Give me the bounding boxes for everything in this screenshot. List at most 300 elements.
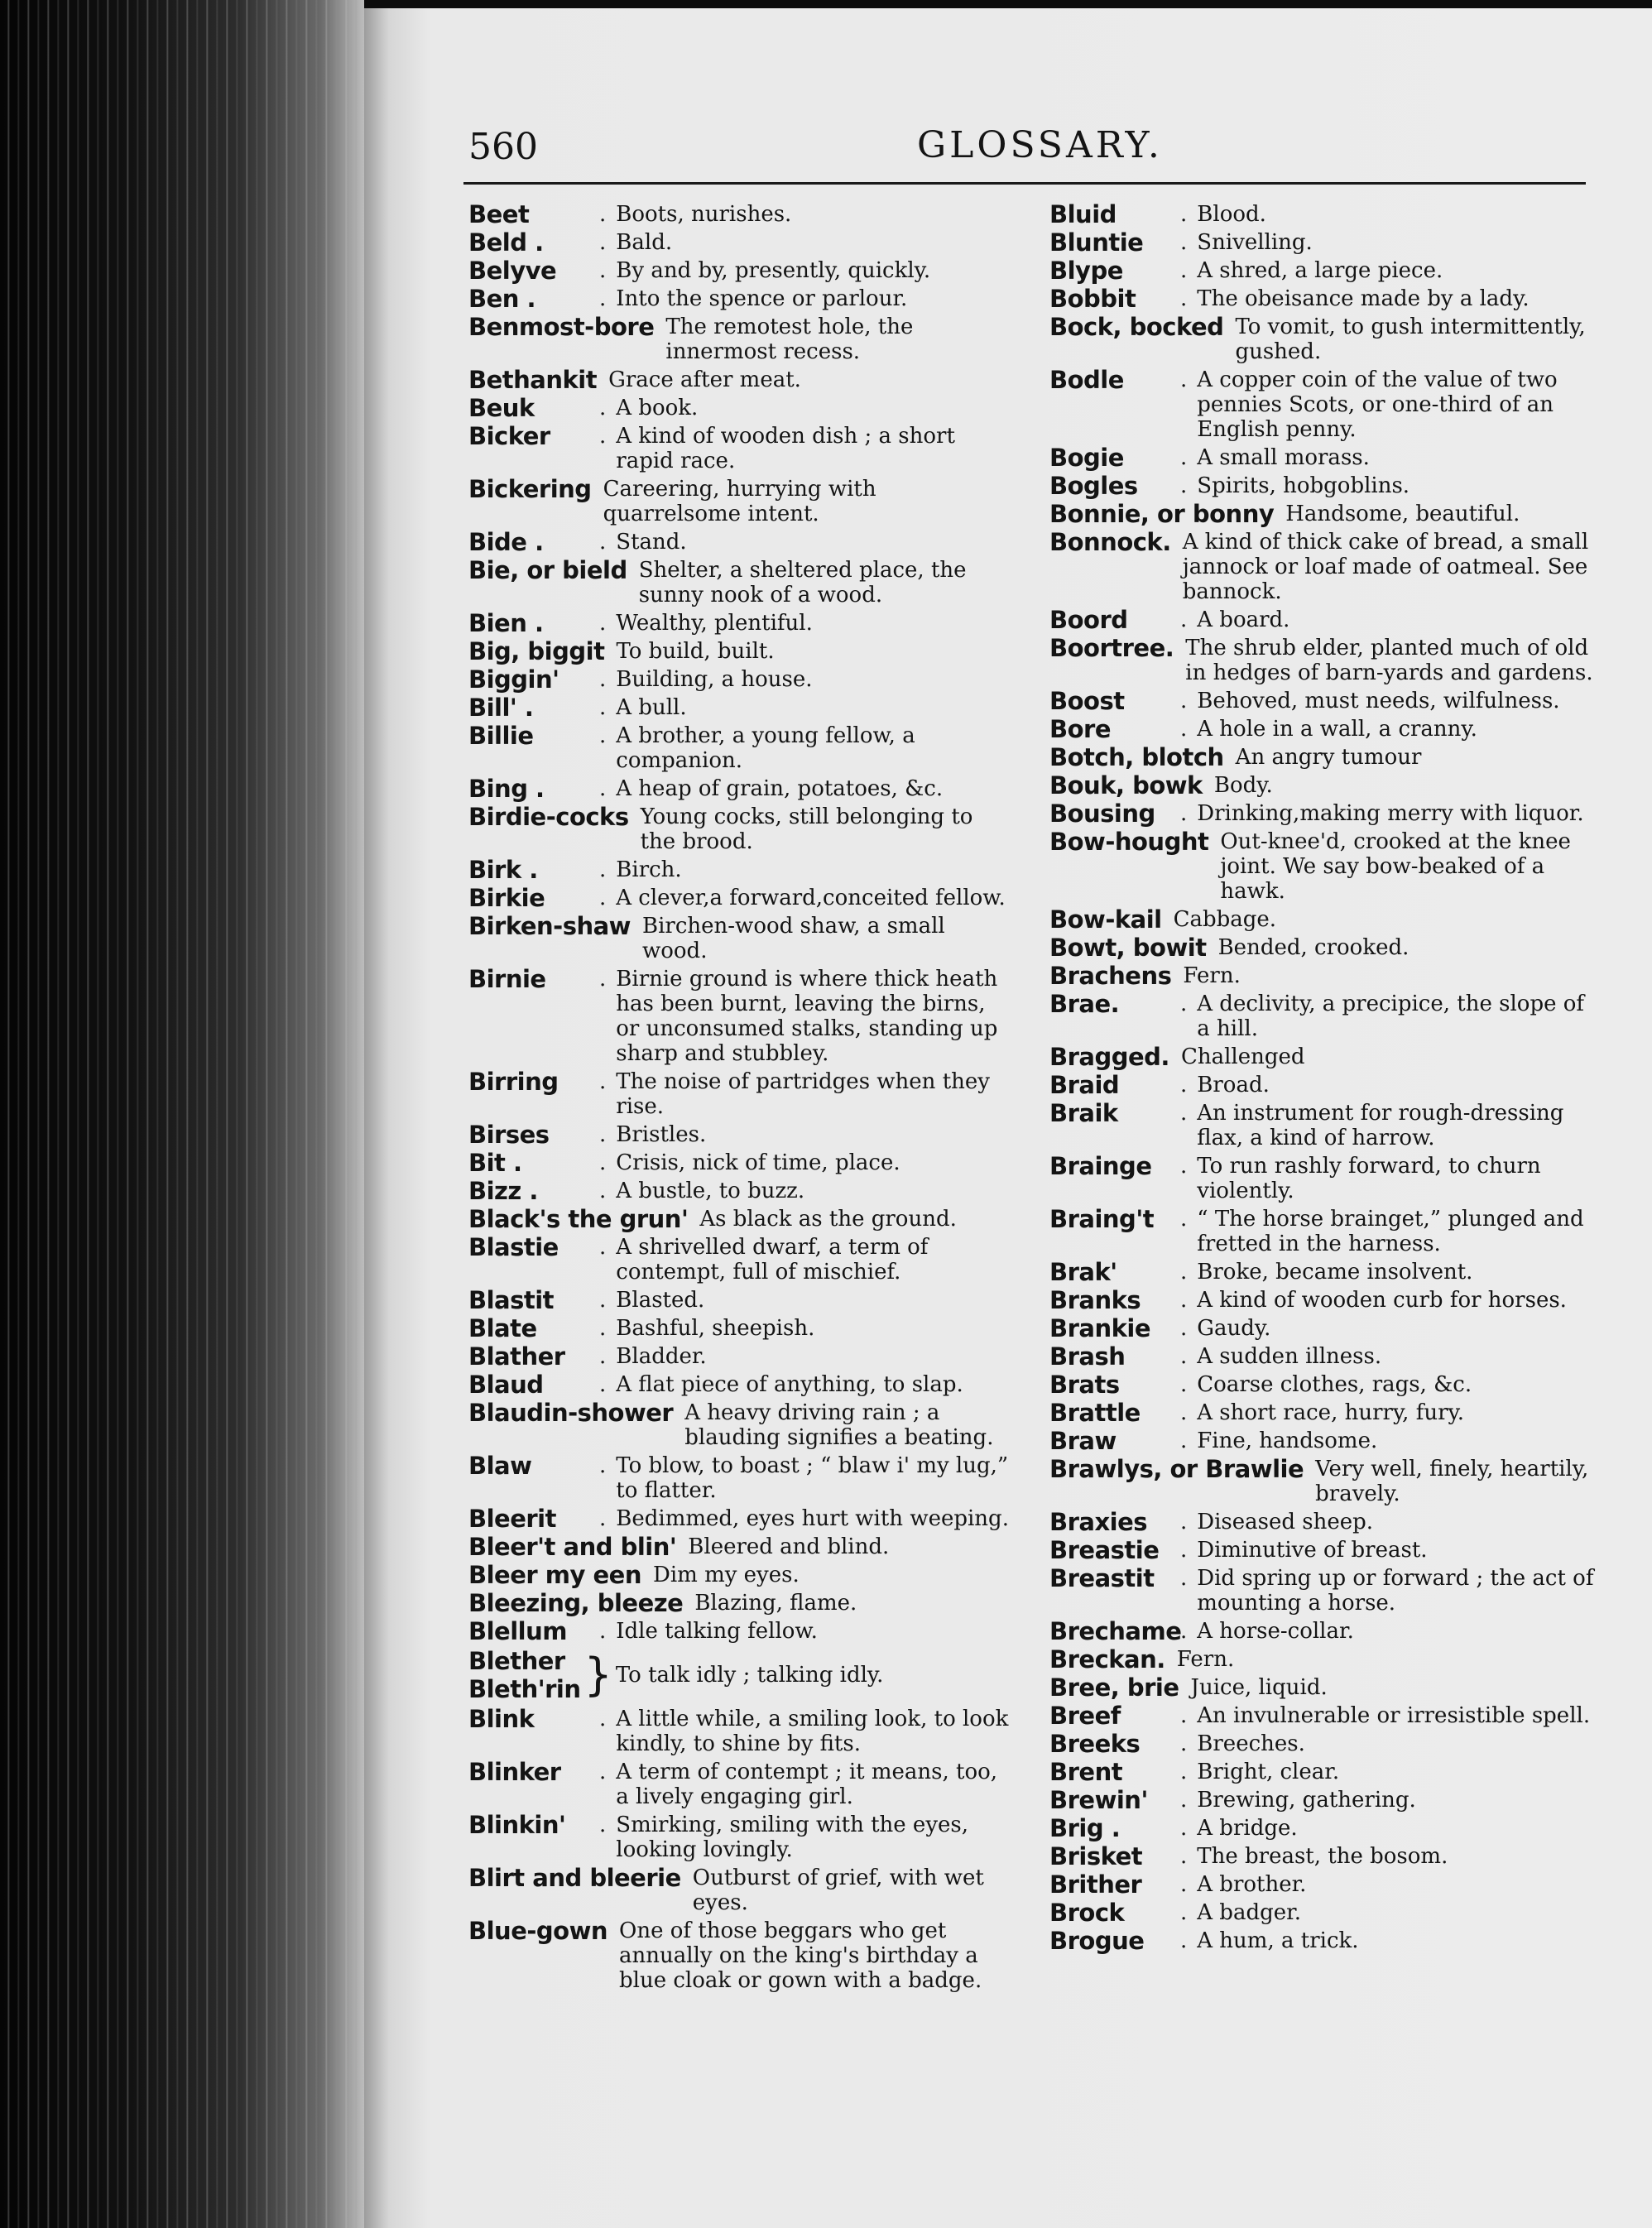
glossary-entry [468, 1344, 1015, 1369]
glossary-entry [468, 639, 1015, 664]
leader-dot: . [1180, 1731, 1188, 1756]
leader-dot: . [1180, 1788, 1188, 1813]
headword: Birkie [468, 884, 545, 912]
glossary-entry [1049, 689, 1596, 713]
leader-dot: . [1180, 1400, 1188, 1425]
gloss: To vomit, to gush intermittently, gushed. [1235, 315, 1586, 364]
headword: Bodle [1049, 366, 1124, 394]
gloss: Snivelling. [1197, 230, 1313, 255]
headword: Blaw [468, 1452, 532, 1480]
gloss: Outburst of grief, with wet eyes. [692, 1865, 984, 1915]
gloss: By and by, presently, quickly. [616, 258, 931, 283]
leader-dot: . [599, 967, 607, 992]
headword: Blaudin-shower [468, 1399, 674, 1427]
glossary-entry [468, 776, 1015, 801]
gloss: Blasted. [616, 1288, 705, 1313]
leader-dot: . [1180, 1429, 1188, 1453]
headword: Bing . [468, 775, 545, 803]
headword: Bore [1049, 715, 1111, 743]
gloss: Blood. [1197, 202, 1266, 227]
gloss: A declivity, a precipice, the slope of a hill. [1197, 992, 1585, 1041]
glossary-entry [1049, 1207, 1596, 1256]
title-rule [463, 182, 1586, 185]
glossary-entry [468, 1453, 1015, 1503]
glossary-entry [468, 286, 1015, 311]
headword: Ben . [468, 285, 536, 313]
gloss: Bedimmed, eyes hurt with weeping. [616, 1506, 1009, 1531]
glossary-entry [1049, 1788, 1596, 1813]
gloss: Birchen-wood shaw, a small wood. [641, 914, 945, 963]
gloss: A sudden illness. [1197, 1344, 1382, 1369]
glossary-entry [468, 315, 1015, 364]
gloss: Fern. [1183, 963, 1241, 988]
glossary-entry [1049, 1073, 1596, 1097]
headword: Braing't [1049, 1205, 1155, 1233]
leader-dot: . [1180, 1872, 1188, 1897]
headword: Blinker [468, 1758, 561, 1786]
headword: Blellum [468, 1617, 567, 1645]
gloss: Bright, clear. [1197, 1760, 1340, 1784]
gloss: A term of contempt ; it means, too, a lively engaging girl. [616, 1760, 998, 1809]
headword: Bleer't and blin' [468, 1533, 677, 1561]
glossary-entry [1049, 1816, 1596, 1841]
leader-dot: . [599, 1372, 607, 1397]
leader-dot: . [1180, 473, 1188, 498]
gloss: Smirking, smiling with the eyes, looking lovingly. [616, 1813, 969, 1862]
gloss: A bridge. [1197, 1816, 1298, 1841]
leader-dot: . [599, 1506, 607, 1531]
page-number: 560 [468, 126, 538, 168]
glossary-entry [1049, 1566, 1596, 1616]
leader-dot: . [1180, 1154, 1188, 1179]
leader-dot: . [1180, 1288, 1188, 1313]
headword: Breastie [1049, 1536, 1160, 1564]
leader-dot: . [599, 258, 607, 283]
headword: Blether [468, 1647, 565, 1675]
gloss: To talk idly ; talking idly. [615, 1663, 884, 1688]
headword: Bide . [468, 528, 544, 556]
glossary-entry [468, 558, 1015, 607]
leader-dot: . [599, 1344, 607, 1369]
headword: Braxies [1049, 1508, 1148, 1536]
glossary-entry [468, 1122, 1015, 1147]
glossary-entry [1049, 1288, 1596, 1313]
glossary-entry [468, 667, 1015, 692]
glossary-entry [1049, 829, 1596, 904]
headword: Bleerit [468, 1505, 556, 1533]
glossary-entry [1049, 367, 1596, 442]
headword: Boost [1049, 687, 1125, 715]
headword: Bree, brie [1049, 1673, 1179, 1702]
headword: Blaud [468, 1371, 544, 1399]
headword: Brechame [1049, 1617, 1182, 1645]
headword: Birnie [468, 965, 546, 993]
glossary-entry [1049, 1101, 1596, 1150]
leader-dot: . [599, 695, 607, 720]
glossary-entry [1049, 502, 1596, 526]
gloss: The noise of partridges when they rise. [616, 1069, 990, 1119]
glossary-entry [468, 1400, 1015, 1450]
gloss: Very well, finely, heartily, bravely. [1315, 1457, 1589, 1506]
gloss: Spirits, hobgoblins. [1197, 473, 1410, 498]
glossary-entry [468, 477, 1015, 526]
gloss: An angry tumour [1235, 745, 1422, 770]
gloss: The remotest hole, the innermost recess. [665, 315, 914, 364]
headword: Bogie [1049, 444, 1124, 472]
gloss: Bristles. [616, 1122, 707, 1147]
gloss: “ The horse brainget,” plunged and fretted in the harness. [1197, 1207, 1584, 1256]
headword: Benmost-bore [468, 313, 655, 341]
headword: Brig . [1049, 1814, 1121, 1842]
headword: Bonnie, or bonny [1049, 500, 1275, 528]
gloss: Into the spence or parlour. [616, 286, 908, 311]
glossary-entry [1049, 202, 1596, 227]
gloss: Brewing, gathering. [1197, 1788, 1416, 1813]
glossary-entry [468, 1150, 1015, 1175]
leader-dot: . [1180, 258, 1188, 283]
headword: Birring [468, 1068, 559, 1096]
headword: Bouk, bowk [1049, 771, 1203, 799]
glossary-entry [468, 202, 1015, 227]
glossary-entry [468, 1865, 1015, 1915]
leader-dot: . [1180, 202, 1188, 227]
leader-dot: . [599, 230, 607, 255]
leader-dot: . [1180, 1316, 1188, 1341]
leader-dot: . [1180, 1566, 1188, 1591]
leader-dot: . [1180, 801, 1188, 826]
headword: Blate [468, 1314, 537, 1342]
headword: Billie [468, 722, 534, 750]
gloss: The obeisance made by a lady. [1197, 286, 1530, 311]
leader-dot: . [1180, 992, 1188, 1016]
glossary-entry [468, 530, 1015, 555]
leader-dot: . [599, 1150, 607, 1175]
glossary-entry [1049, 258, 1596, 283]
glossary-entry [468, 1918, 1015, 1993]
headword: Bragged. [1049, 1043, 1169, 1071]
gloss: A copper coin of the value of two pennies Scots, or one-third of an English penny. [1197, 367, 1558, 442]
glossary-entry [1049, 1928, 1596, 1953]
gloss: A kind of wooden dish ; a short rapid race. [616, 424, 955, 473]
glossary-entry [1049, 1619, 1596, 1644]
glossary-entry [1049, 1647, 1596, 1672]
glossary-entry [1049, 1457, 1596, 1506]
headword: Brewin' [1049, 1786, 1148, 1814]
leader-dot: . [1180, 1900, 1188, 1925]
headword: Blirt and bleerie [468, 1864, 681, 1892]
glossary-entry [1049, 1538, 1596, 1563]
gloss: Birnie ground is where thick heath has been burnt, leaving the birns, or unconsumed stalks, standing up sharp and stubbley. [616, 967, 998, 1066]
leader-dot: . [599, 1179, 607, 1203]
left-entries-tail [468, 1707, 1015, 1993]
headword: Bit . [468, 1149, 522, 1177]
gloss: A short race, hurry, fury. [1197, 1400, 1465, 1425]
headword: Bow-hought [1049, 828, 1209, 856]
headword: Bizz . [468, 1177, 538, 1205]
gloss: Drinking,making merry with liquor. [1197, 801, 1584, 826]
glossary-entry [468, 424, 1015, 473]
leader-dot: . [1180, 1816, 1188, 1841]
headword: Beet [468, 200, 530, 228]
gloss: To run rashly forward, to churn violently. [1197, 1154, 1541, 1203]
gloss: Gaudy. [1197, 1316, 1271, 1341]
gloss: Birch. [616, 857, 682, 882]
gloss: A shrivelled dwarf, a term of contempt, full of mischief. [616, 1235, 929, 1284]
headword: Brash [1049, 1342, 1126, 1371]
glossary-entry [468, 1179, 1015, 1203]
headword: Brats [1049, 1371, 1120, 1399]
glossary-entry [1049, 1344, 1596, 1369]
glossary-entry-bracketed [468, 1647, 1015, 1703]
gloss: A bull. [616, 695, 687, 720]
glossary-entry [1049, 315, 1596, 364]
glossary-entry [1049, 473, 1596, 498]
glossary-entry [468, 723, 1015, 773]
glossary-entry [1049, 286, 1596, 311]
headword: Bien . [468, 609, 544, 637]
headword: Branks [1049, 1286, 1141, 1314]
headword: Boord [1049, 606, 1128, 634]
headword: Brogue [1049, 1927, 1145, 1955]
gloss: Bald. [616, 230, 673, 255]
headword: Blastie [468, 1233, 559, 1261]
headword: Boortree. [1049, 634, 1174, 662]
gloss: Cabbage. [1173, 907, 1277, 932]
headword: Bluntie [1049, 228, 1144, 257]
headword: Blype [1049, 257, 1123, 285]
headword: Bleer my een [468, 1561, 641, 1589]
gloss: Bashful, sheepish. [616, 1316, 815, 1341]
gloss: To blow, to boast ; “ blaw i' my lug,” to flatter. [616, 1453, 1009, 1503]
glossary-entry [1049, 1844, 1596, 1869]
glossary-entry [468, 396, 1015, 420]
gloss: Did spring up or forward ; the act of mounting a horse. [1197, 1566, 1594, 1616]
glossary-entry [1049, 773, 1596, 798]
gloss: A book. [616, 396, 699, 420]
gloss: A clever,a forward,conceited fellow. [616, 886, 1006, 910]
glossary-entry [468, 1813, 1015, 1862]
glossary-entry [1049, 1316, 1596, 1341]
headword: Bowt, bowit [1049, 934, 1207, 962]
glossary-entry [1049, 1429, 1596, 1453]
glossary-entry [468, 1288, 1015, 1313]
glossary-entry [1049, 935, 1596, 960]
headword: Bogles [1049, 472, 1138, 500]
leader-dot: . [1180, 286, 1188, 311]
gloss: The shrub elder, planted much of old in hedges of barn-yards and gardens. [1185, 636, 1593, 685]
headword: Braid [1049, 1071, 1120, 1099]
leader-dot: . [1180, 1538, 1188, 1563]
headword: Blather [468, 1342, 565, 1371]
leader-dot: . [599, 530, 607, 555]
headword: Bock, bocked [1049, 313, 1224, 341]
glossary-entry [468, 1069, 1015, 1119]
glossary-page [364, 8, 1652, 2228]
glossary-entry [1049, 1044, 1596, 1069]
glossary-entry [1049, 607, 1596, 632]
headword: Bill' . [468, 694, 534, 722]
leader-dot: . [1180, 1510, 1188, 1534]
glossary-entry [468, 1760, 1015, 1809]
leader-dot: . [599, 776, 607, 801]
gloss: Crisis, nick of time, place. [616, 1150, 900, 1175]
leader-dot: . [1180, 1760, 1188, 1784]
headword: Birk . [468, 856, 538, 884]
glossary-entry [468, 1316, 1015, 1341]
leader-dot: . [1180, 689, 1188, 713]
leader-dot: . [599, 886, 607, 910]
gloss: Stand. [616, 530, 687, 555]
gloss: Building, a house. [616, 667, 813, 692]
glossary-entry [1049, 1510, 1596, 1534]
headword: Brent [1049, 1758, 1123, 1786]
headword: Birken-shaw [468, 912, 631, 940]
glossary-entry [468, 258, 1015, 283]
headword: Blue-gown [468, 1917, 608, 1945]
glossary-entry [468, 1534, 1015, 1559]
gloss: Behoved, must needs, wilfulness. [1197, 689, 1560, 713]
leader-dot: . [599, 1122, 607, 1147]
gloss: Bladder. [616, 1344, 707, 1369]
glossary-entry [1049, 1154, 1596, 1203]
leader-dot: . [599, 1288, 607, 1313]
headword: Bonnock. [1049, 528, 1171, 556]
headword: Bethankit [468, 366, 598, 394]
glossary-column-right [1049, 202, 1596, 1957]
glossary-entry [1049, 1372, 1596, 1397]
headword: Biggin' [468, 665, 559, 694]
headword: Brachens [1049, 962, 1172, 990]
leader-dot: . [1180, 1260, 1188, 1284]
gloss: A flat piece of anything, to slap. [616, 1372, 963, 1397]
gloss: Fern. [1176, 1647, 1235, 1672]
headword: Bie, or bield [468, 556, 627, 584]
headword: Bickering [468, 475, 592, 503]
glossary-entry [1049, 530, 1596, 604]
glossary-entry [1049, 230, 1596, 255]
headword: Blastit [468, 1286, 555, 1314]
glossary-entry [1049, 1760, 1596, 1784]
leader-dot: . [599, 1235, 607, 1260]
leader-dot: . [1180, 717, 1188, 742]
gloss: A brother. [1197, 1872, 1307, 1897]
gloss: Breeches. [1197, 1731, 1305, 1756]
leader-dot: . [599, 1453, 607, 1478]
gloss: Coarse clothes, rags, &c. [1197, 1372, 1472, 1397]
headword: Breckan. [1049, 1645, 1165, 1673]
headword: Belyve [468, 257, 557, 285]
leader-dot: . [1180, 1207, 1188, 1232]
leader-dot: . [599, 396, 607, 420]
gloss: Body. [1213, 773, 1273, 798]
glossary-entry [468, 857, 1015, 882]
glossary-entry [468, 886, 1015, 910]
headword: Bousing [1049, 799, 1155, 828]
gloss: Dim my eyes. [652, 1563, 800, 1587]
leader-dot: . [599, 611, 607, 636]
glossary-column-left [468, 202, 1015, 1996]
glossary-entry [468, 804, 1015, 854]
glossary-entry [468, 367, 1015, 392]
glossary-entry [1049, 445, 1596, 470]
headword: Blink [468, 1705, 535, 1733]
leader-dot: . [599, 1619, 607, 1644]
gloss: To build, built. [616, 639, 775, 664]
glossary-entry [1049, 1260, 1596, 1284]
glossary-entry [468, 1235, 1015, 1284]
gloss: Handsome, beautiful. [1285, 502, 1520, 526]
glossary-entry [1049, 636, 1596, 685]
leader-dot: . [1180, 1928, 1188, 1953]
gloss: One of those beggars who get annually on the king's birthday a blue cloak or gown with a badge. [619, 1918, 982, 1993]
gloss: A shred, a large piece. [1197, 258, 1443, 283]
leader-dot: . [599, 1813, 607, 1837]
headword: Blinkin' [468, 1811, 566, 1839]
leader-dot: . [599, 857, 607, 882]
headword: Brattle [1049, 1399, 1141, 1427]
gloss: A little while, a smiling look, to look kindly, to shine by fits. [616, 1707, 1009, 1756]
glossary-entry [1049, 1731, 1596, 1756]
gloss: A brother, a young fellow, a companion. [616, 723, 915, 773]
headword: Birdie-cocks [468, 803, 629, 831]
headword: Botch, blotch [1049, 743, 1224, 771]
glossary-entry [468, 967, 1015, 1066]
glossary-entry [1049, 717, 1596, 742]
glossary-entry [1049, 1900, 1596, 1925]
gloss: A bustle, to buzz. [616, 1179, 805, 1203]
gloss: Idle talking fellow. [616, 1619, 818, 1644]
gloss: Broke, became insolvent. [1197, 1260, 1473, 1284]
gloss: An instrument for rough-dressing flax, a kind of harrow. [1197, 1101, 1564, 1150]
headword: Brither [1049, 1870, 1142, 1899]
gloss: A kind of wooden curb for horses. [1197, 1288, 1567, 1313]
gloss: Shelter, a sheltered place, the sunny nook of a wood. [638, 558, 967, 607]
leader-dot: . [1180, 1703, 1188, 1728]
gloss: Bleered and blind. [688, 1534, 890, 1559]
bracketed-headwords [468, 1647, 581, 1703]
gloss: Out-knee'd, crooked at the knee joint. We say bow-beaked of a hawk. [1220, 829, 1571, 904]
headword: Big, biggit [468, 637, 605, 665]
gloss: Boots, nurishes. [616, 202, 792, 227]
headword: Bluid [1049, 200, 1117, 228]
headword: Bicker [468, 422, 550, 450]
headword: Bobbit [1049, 285, 1136, 313]
leader-dot: . [1180, 1372, 1188, 1397]
headword: Brock [1049, 1899, 1125, 1927]
gloss: An invulnerable or irresistible spell. [1197, 1703, 1591, 1728]
gloss: A badger. [1197, 1900, 1301, 1925]
glossary-entry [1049, 801, 1596, 826]
leader-dot: . [599, 424, 607, 449]
headword: Bow-kail [1049, 905, 1162, 934]
gloss: Careering, hurrying with quarrelsome intent. [603, 477, 876, 526]
leader-dot: . [599, 723, 607, 748]
gloss: Broad. [1197, 1073, 1270, 1097]
leader-dot: . [599, 1707, 607, 1731]
leader-dot: . [599, 202, 607, 227]
gloss: Diminutive of breast. [1197, 1538, 1428, 1563]
right-entries [1049, 202, 1596, 1953]
glossary-entry [468, 1591, 1015, 1616]
gloss: A small morass. [1197, 445, 1370, 470]
leader-dot: . [599, 667, 607, 692]
glossary-entry [1049, 907, 1596, 932]
glossary-entry [1049, 1675, 1596, 1700]
headword: Black's the grun' [468, 1205, 689, 1233]
leader-dot: . [599, 1760, 607, 1784]
headword: Birses [468, 1121, 550, 1149]
leader-dot: . [1180, 1344, 1188, 1369]
